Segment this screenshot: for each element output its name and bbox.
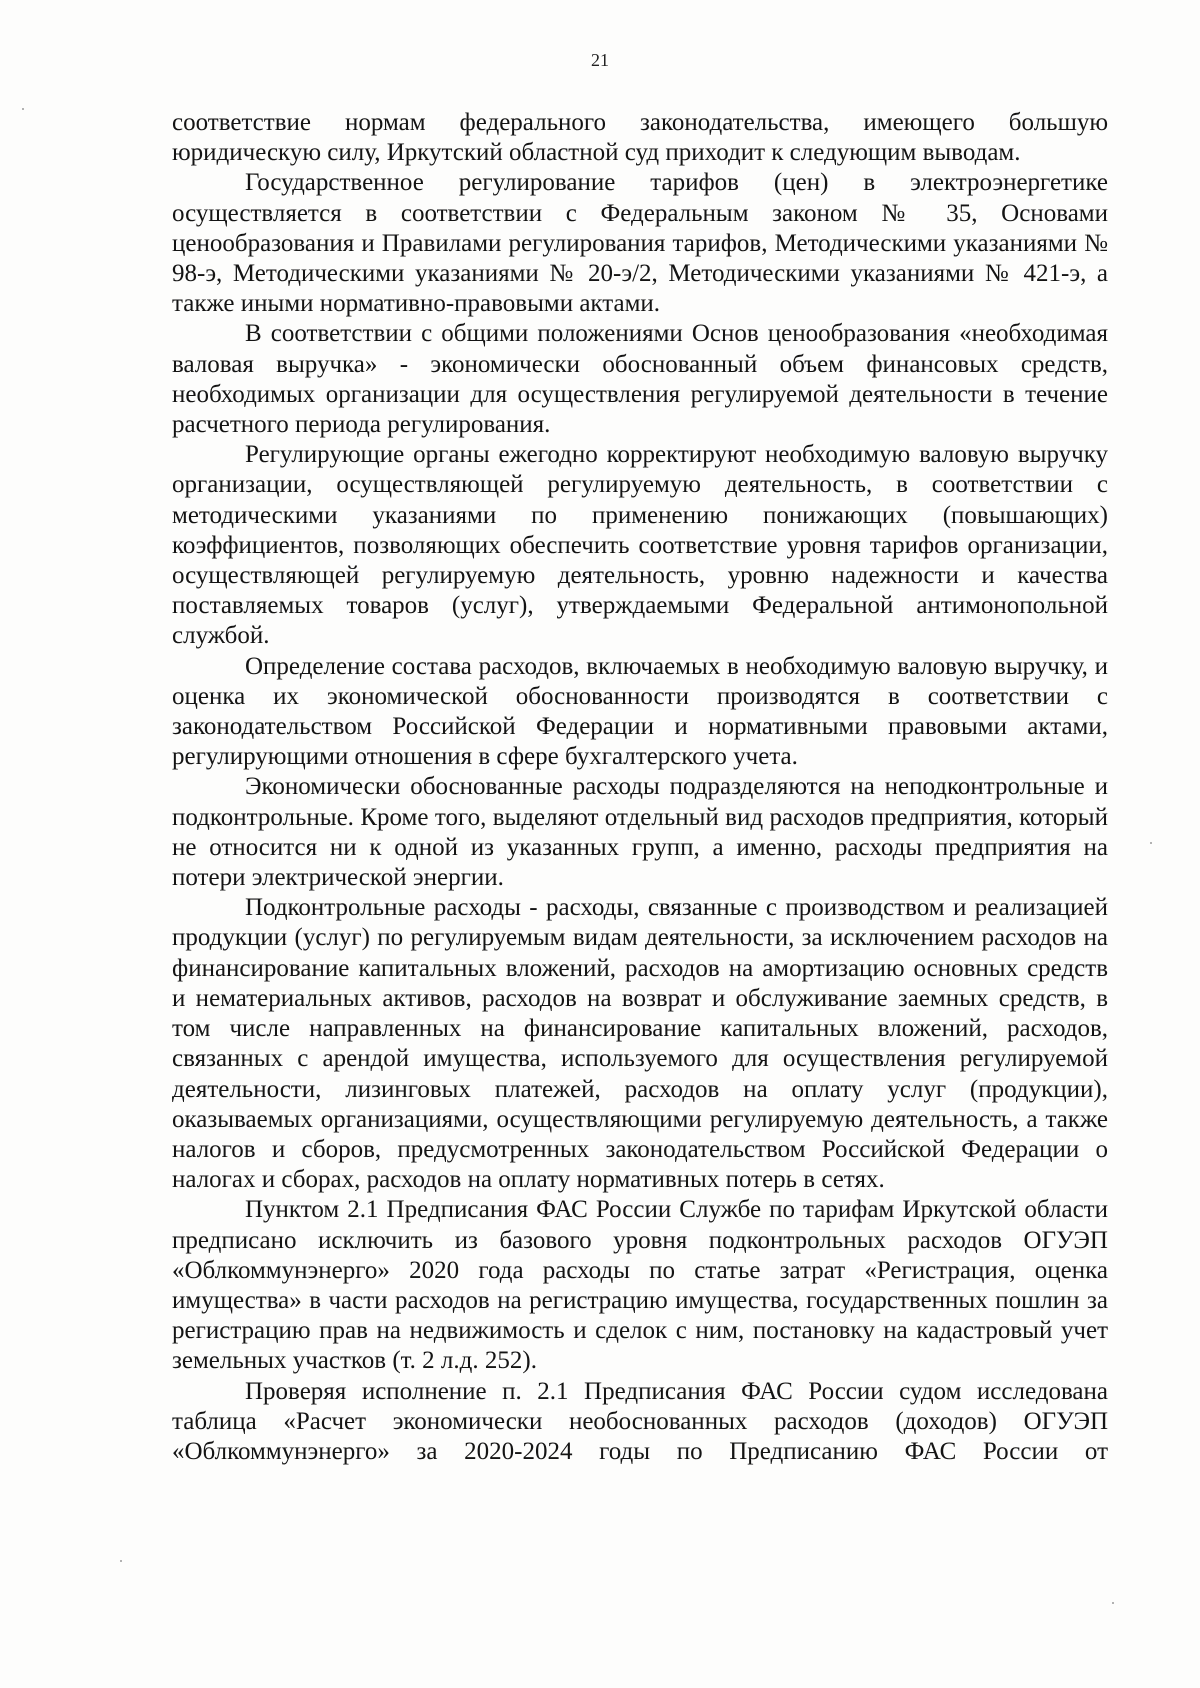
- paragraph: Регулирующие органы ежегодно корректируют необходимую валовую выручку организации, осуществляющей регулируемую деятельность, в соответствии с методическими указаниями по применению понижающих (повышающих) коэффициентов, позволяющих обеспечить соответствие уровня тарифов организации, осуществляющей регулируемую деятельность, уровню надежности и качества поставляемых товаров (услуг), утверждаемыми Федеральной антимонопольной службой.: [172, 441, 1108, 650]
- paragraph: Определение состава расходов, включаемых в необходимую валовую выручку, и оценка их экономической обоснованности производятся в соответствии с законодательством Российской Федерации и нормативными правовыми актами, регулирующими отношения в сфере бухгалтерского учета.: [172, 652, 1108, 771]
- paragraph: Экономически обоснованные расходы подразделяются на неподконтрольные и подконтрольные. Кроме того, выделяют отдельный вид расходов предприятия, который не относится ни к одной из указанных групп, а именно, расходы предприятия на потери электрической энергии.: [172, 773, 1108, 892]
- paragraph: Государственное регулирование тарифов (цен) в электроэнергетике осуществляется в соответствии с Федеральным законом № 35, Основами ценообразования и Правилами регулирования тарифов, Методическими указаниями № 98-э, Методическими указаниями № 20-э/2, Методическими указаниями № 421-э, а также иными нормативно-правовыми актами.: [172, 169, 1108, 318]
- scan-speck: [22, 108, 24, 110]
- scan-speck: [1150, 842, 1152, 844]
- scan-speck: [1112, 1602, 1114, 1604]
- paragraph-continuation: соответствие нормам федерального законодательства, имеющего большую юридическую силу, Иркутский областной суд приходит к следующим выводам.: [172, 109, 1108, 167]
- paragraph: В соответствии с общими положениями Основ ценообразования «необходимая валовая выручка» - экономически обоснованный объем финансовых средств, необходимых организации для осуществления регулируемой деятельности в течение расчетного периода регулирования.: [172, 320, 1108, 439]
- document-body: [172, 108, 1108, 1467]
- scan-speck: [120, 1560, 122, 1562]
- page-number: 21: [591, 50, 609, 70]
- paragraph: Подконтрольные расходы - расходы, связанные с производством и реализацией продукции (услуг) по регулируемым видам деятельности, за исключением расходов на финансирование капитальных вложений, расходов на амортизацию основных средств и нематериальных активов, расходов на возврат и обслуживание заемных средств, в том числе направленных на финансирование капитальных вложений, расходов, связанных с арендой имущества, используемого для осуществления регулируемой деятельности, лизинговых платежей, расходов на оплату услуг (продукции), оказываемых организациями, осуществляющими регулируемую деятельность, а также налогов и сборов, предусмотренных законодательством Российской Федерации о налогах и сборах, расходов на оплату нормативных потерь в сетях.: [172, 894, 1108, 1194]
- paragraph: Пунктом 2.1 Предписания ФАС России Службе по тарифам Иркутской области предписано исключить из базового уровня подконтрольных расходов ОГУЭП «Облкоммунэнерго» 2020 года расходы по статье затрат «Регистрация, оценка имущества» в части расходов на регистрацию имущества, государственных пошлин за регистрацию прав на недвижимость и сделок с ним, постановку на кадастровый учет земельных участков (т. 2 л.д. 252).: [172, 1196, 1108, 1375]
- paragraph-continues-next-page: Проверяя исполнение п. 2.1 Предписания ФАС России судом исследована таблица «Расчет экономически необоснованных расходов (доходов) ОГУЭП «Облкоммунэнерго» за 2020-2024 годы по Предписанию ФАС России от: [172, 1377, 1108, 1465]
